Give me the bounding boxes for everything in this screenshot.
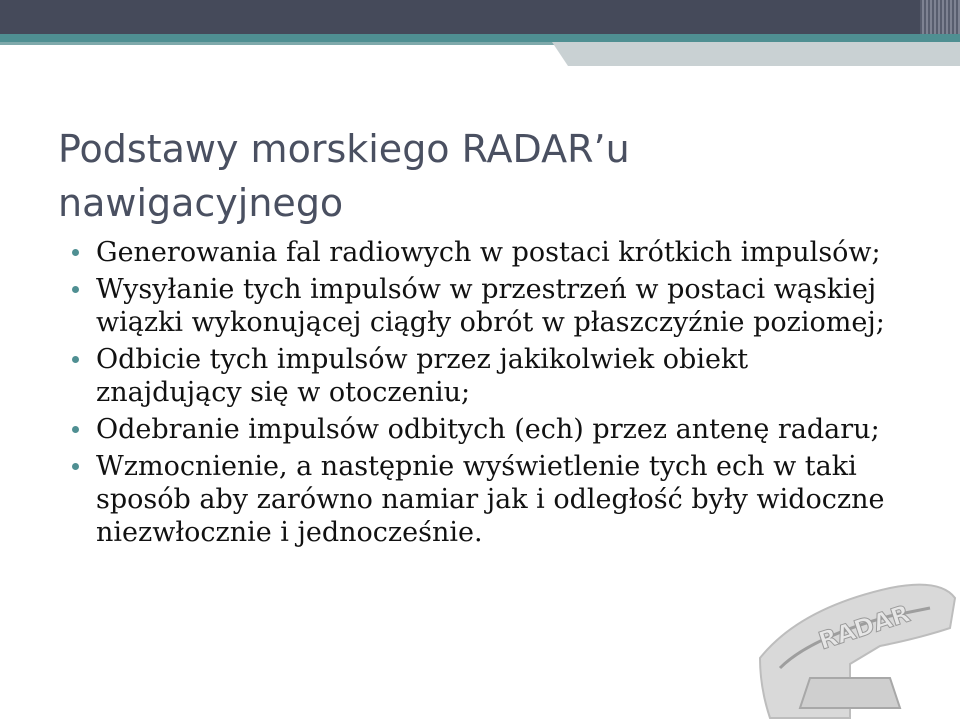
header-band-light <box>568 42 960 66</box>
bullet-text: Generowania fal radiowych w postaci krótkich impulsów; <box>96 237 881 268</box>
bullet-text: Odebranie impulsów odbitych (ech) przez antenę radaru; <box>96 414 880 445</box>
bullet-text: Odbicie tych impulsów przez jakikolwiek obiekt znajdujący się w otoczeniu; <box>96 344 749 408</box>
list-item <box>72 273 902 339</box>
list-item <box>72 236 902 269</box>
header-band-teal <box>0 34 960 42</box>
list-item <box>72 343 902 409</box>
header-band-notch <box>552 42 568 66</box>
bullet-icon <box>72 463 79 470</box>
list-item <box>72 413 902 446</box>
header-band-thin <box>0 42 568 45</box>
bullet-text: Wysyłanie tych impulsów w przestrzeń w postaci wąskiej wiązki wykonującej ciągły obrót w płaszczyźnie poziomej; <box>96 274 885 338</box>
radar-logo-icon <box>740 568 960 720</box>
bullet-icon <box>72 249 79 256</box>
list-item <box>72 450 902 549</box>
slide-title: Podstawy morskiego RADAR’u nawigacyjnego <box>58 127 630 225</box>
header-band-dark <box>0 0 960 34</box>
bullet-icon <box>72 286 79 293</box>
logo-text: RADAR <box>815 599 914 656</box>
bullet-icon <box>72 356 79 363</box>
bullet-list <box>72 236 902 553</box>
bullet-text: Wzmocnienie, a następnie wyświetlenie tych ech w taki sposób aby zarówno namiar jak i odległość były widoczne niezwłocznie i jednocześnie. <box>96 451 885 548</box>
bullet-icon <box>72 426 79 433</box>
